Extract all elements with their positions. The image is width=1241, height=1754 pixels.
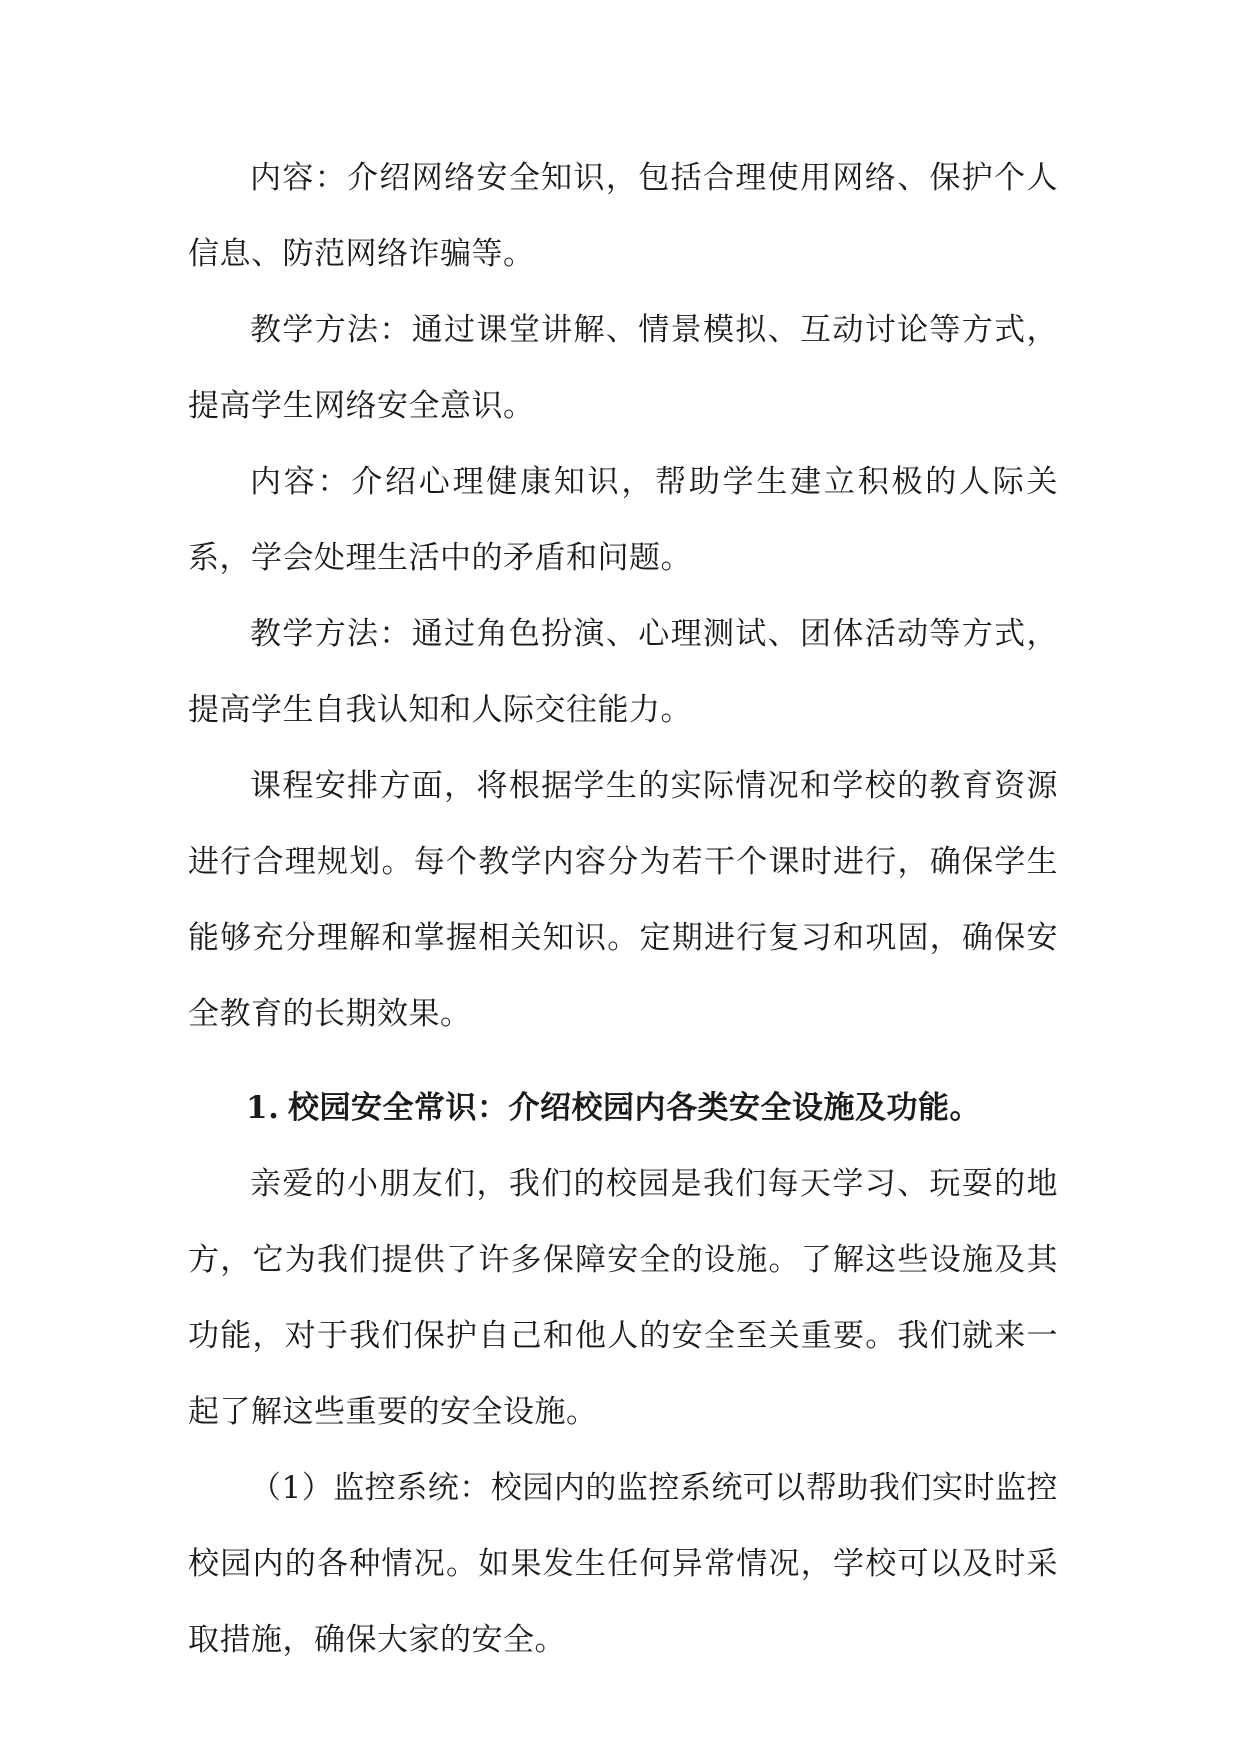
document-page [188, 140, 1058, 1678]
paragraph-monitoring-system: （1）监控系统：校园内的监控系统可以帮助我们实时监控校园内的各种情况。如果发生任何异常情况，学校可以及时采取措施，确保大家的安全。 [188, 1470, 1058, 1658]
paragraph-network-safety-method: 教学方法：通过课堂讲解、情景模拟、互动讨论等方式，提高学生网络安全意识。 [188, 312, 1058, 424]
section-heading [188, 1070, 1058, 1146]
paragraph-network-safety-content: 内容：介绍网络安全知识，包括合理使用网络、保护个人信息、防范网络诈骗等。 [188, 160, 1058, 272]
paragraph-campus-intro: 亲爱的小朋友们，我们的校园是我们每天学习、玩耍的地方，它为我们提供了许多保障安全的设施。了解这些设施及其功能，对于我们保护自己和他人的安全至关重要。我们就来一起了解这些重要的安全设施。 [188, 1166, 1058, 1430]
section-heading-number: 1. [246, 1090, 280, 1126]
paragraph-course-schedule: 课程安排方面，将根据学生的实际情况和学校的教育资源进行合理规划。每个教学内容分为若干个课时进行，确保学生能够充分理解和掌握相关知识。定期进行复习和巩固，确保安全教育的长期效果。 [188, 768, 1058, 1032]
paragraph-mental-health-content: 内容：介绍心理健康知识，帮助学生建立积极的人际关系，学会处理生活中的矛盾和问题。 [188, 464, 1058, 576]
section-heading-text: 校园安全常识：介绍校园内各类安全设施及功能。 [288, 1090, 981, 1126]
paragraph-mental-health-method: 教学方法：通过角色扮演、心理测试、团体活动等方式，提高学生自我认知和人际交往能力。 [188, 616, 1058, 728]
